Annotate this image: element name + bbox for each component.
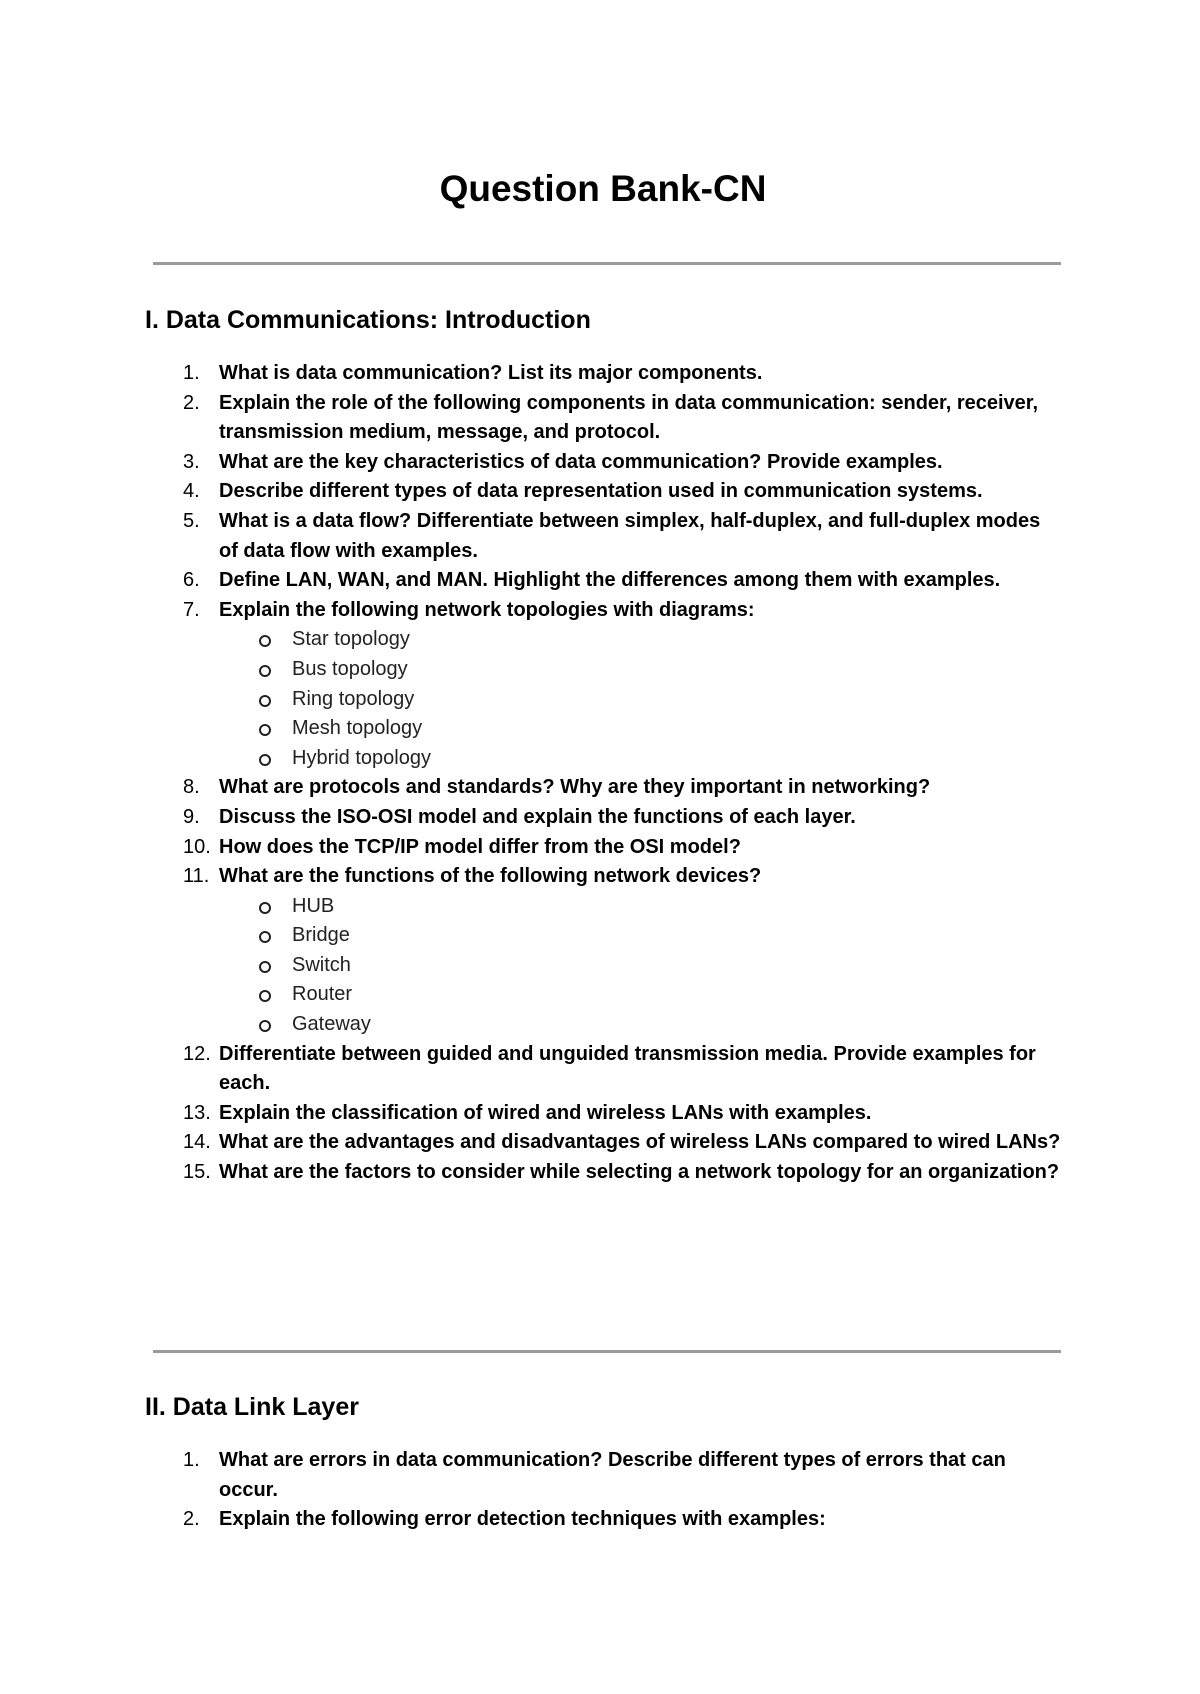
sub-item-text: Router (292, 983, 353, 1006)
question-number: 8. (183, 776, 200, 799)
question-item (145, 1158, 1061, 1188)
question-item (145, 1505, 1061, 1535)
question-number: 4. (183, 480, 200, 503)
question-number: 12. (183, 1042, 211, 1065)
question-text: What are the key characteristics of data communication? Provide examples. (219, 450, 943, 473)
question-number: 14. (183, 1131, 211, 1154)
circle-bullet-icon (259, 665, 271, 677)
question-text: Explain the classification of wired and wireless LANs with examples. (219, 1101, 872, 1124)
question-item (145, 833, 1061, 863)
page-title: Question Bank-CN (439, 168, 767, 209)
sub-list-item (219, 892, 1061, 922)
question-item (145, 1040, 1061, 1099)
question-list (145, 1446, 1061, 1535)
sub-item-text: Star topology (292, 628, 410, 651)
sub-list (219, 892, 1061, 1040)
question-item (145, 477, 1061, 507)
question-number: 9. (183, 805, 200, 828)
circle-bullet-icon (259, 635, 271, 647)
question-number: 7. (183, 598, 200, 621)
question-text: Discuss the ISO-OSI model and explain the functions of each layer. (219, 805, 856, 828)
question-text: Define LAN, WAN, and MAN. Highlight the differences among them with examples. (219, 569, 1001, 592)
question-number: 3. (183, 450, 200, 473)
circle-bullet-icon (259, 754, 271, 766)
question-number: 6. (183, 569, 200, 592)
sub-list-item (219, 744, 1061, 774)
question-item (145, 359, 1061, 389)
sub-item-text: Bus topology (292, 657, 408, 680)
sub-item-text: HUB (292, 894, 335, 917)
question-text: What is data communication? List its major components. (219, 362, 763, 384)
sub-list-item (219, 655, 1061, 685)
question-number: 13. (183, 1101, 211, 1124)
circle-bullet-icon (259, 961, 271, 973)
sub-list-item (219, 980, 1061, 1010)
question-text: How does the TCP/IP model differ from the OSI model? (219, 835, 741, 858)
question-item (145, 1446, 1061, 1505)
sub-list (219, 625, 1061, 773)
circle-bullet-icon (259, 931, 271, 943)
question-number: 1. (183, 1449, 200, 1471)
question-list (145, 359, 1061, 1188)
sub-list-item (219, 921, 1061, 951)
question-item (145, 773, 1061, 803)
question-item (145, 803, 1061, 833)
sub-item-text: Gateway (292, 1013, 371, 1036)
sub-item-text: Bridge (292, 924, 350, 947)
sub-item-text: Hybrid topology (292, 746, 431, 769)
section-data-link-layer (145, 1390, 1061, 1535)
question-text: Differentiate between guided and unguided transmission media. Provide examples for each. (219, 1042, 1036, 1095)
section-data-communications (145, 303, 1061, 1188)
sub-item-text: Mesh topology (292, 717, 423, 740)
question-item (145, 566, 1061, 596)
question-text: Explain the role of the following components in data communication: sender, receiver, transmission medium, message, and protocol. (219, 391, 1039, 444)
question-item (145, 1099, 1061, 1129)
question-item (145, 389, 1061, 448)
sub-list-item (219, 714, 1061, 744)
question-text: Explain the following error detection techniques with examples: (219, 1508, 826, 1531)
question-text: What are the factors to consider while selecting a network topology for an organization? (219, 1161, 1060, 1184)
question-text: What are protocols and standards? Why are they important in networking? (219, 776, 931, 799)
sub-item-text: Ring topology (292, 687, 415, 710)
circle-bullet-icon (259, 902, 271, 914)
question-item (145, 507, 1061, 566)
question-item (145, 862, 1061, 1040)
sub-item-text: Switch (292, 953, 351, 976)
sub-list-item (219, 625, 1061, 655)
question-number: 2. (183, 391, 200, 414)
question-text: What are the advantages and disadvantages of wireless LANs compared to wired LANs? (219, 1131, 1061, 1154)
question-text: Describe different types of data representation used in communication systems. (219, 480, 983, 503)
sub-list-item (219, 685, 1061, 715)
sub-list-item (219, 1010, 1061, 1040)
question-number: 1. (183, 362, 200, 384)
question-text: What are the functions of the following network devices? (219, 865, 762, 888)
question-text: What is a data flow? Differentiate between simplex, half-duplex, and full-duplex modes of data flow with examples. (219, 509, 1041, 562)
circle-bullet-icon (259, 695, 271, 707)
section-heading: II. Data Link Layer (145, 1393, 359, 1421)
circle-bullet-icon (259, 1020, 271, 1032)
question-text: What are errors in data communication? Describe different types of errors that can occur. (219, 1449, 1006, 1501)
question-number: 2. (183, 1508, 200, 1531)
circle-bullet-icon (259, 990, 271, 1002)
circle-bullet-icon (259, 724, 271, 736)
section-heading: I. Data Communications: Introduction (145, 306, 591, 334)
horizontal-divider (153, 262, 1061, 265)
sub-list-item (219, 951, 1061, 981)
question-text: Explain the following network topologies with diagrams: (219, 598, 755, 621)
question-number: 11. (183, 865, 210, 888)
question-item (145, 596, 1061, 774)
question-number: 15. (183, 1161, 211, 1184)
question-item (145, 448, 1061, 478)
question-number: 10. (183, 835, 211, 858)
question-item (145, 1128, 1061, 1158)
question-number: 5. (183, 509, 200, 532)
horizontal-divider (153, 1350, 1061, 1353)
